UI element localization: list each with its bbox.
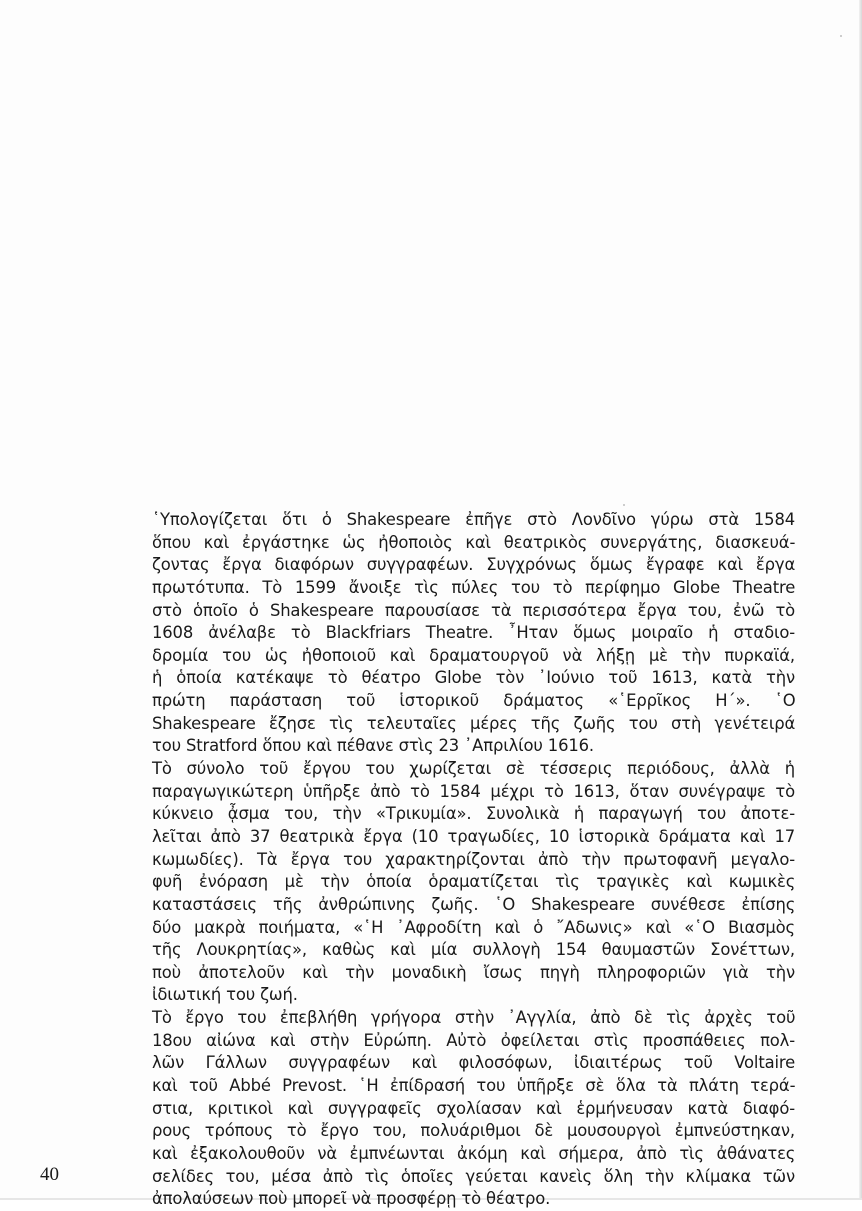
paragraph-1 bbox=[152, 509, 795, 758]
text-line: ἰδιωτική του ζωή. bbox=[152, 985, 298, 1005]
text-line: δρομία του ὡς ἠθοποιοῦ καὶ δραματουργοῦ νὰ λήξῃ μὲ τὴν πυρκαϊά, bbox=[152, 645, 795, 665]
text-line: Τὸ σύνολο τοῦ ἔργου του χωρίζεται σὲ τέσσερις περιόδους, ἀλλὰ ἡ bbox=[152, 759, 795, 779]
text-line: ρους τρόπους τὸ ἔργο του, πολυάριθμοι δὲ μουσουργοὶ ἐμπνεύστηκαν, bbox=[152, 1121, 795, 1141]
text-line: Shakespeare ἔζησε τὶς τελευταῖες μέρες τῆς ζωῆς του στὴ γενέτειρά bbox=[152, 713, 796, 733]
text-line: τῆς Λουκρητίας», καθὼς καὶ μία συλλογὴ 154 θαυμαστῶν Σονέττων, bbox=[152, 940, 795, 960]
paragraph-2 bbox=[152, 758, 795, 1007]
page-number: 40 bbox=[40, 1164, 59, 1185]
text-line: ἡ ὁποία κατέκαψε τὸ θέατρο Globe τὸν ᾽Ιούνιο τοῦ 1613, κατὰ τὴν bbox=[152, 668, 795, 688]
text-line: σελίδες του, μέσα ἀπὸ τὶς ὁποῖες γεύεται κανεὶς ὅλη τὴν κλίμακα τῶν bbox=[152, 1166, 795, 1186]
text-line: παραγωγικώτερη ὑπῆρξε ἀπὸ τὸ 1584 μέχρι τὸ 1613, ὅταν συνέγραψε τὸ bbox=[152, 781, 795, 801]
text-line: ἀπολαύσεων ποὺ μπορεῖ νὰ προσφέρῃ τὸ θέατρο. bbox=[152, 1189, 551, 1209]
text-line: ὅπου καὶ ἐργάστηκε ὡς ἠθοποιὸς καὶ θεατρικὸς συνεργάτης, διασκευά- bbox=[152, 532, 796, 552]
text-line: πρωτότυπα. Τὸ 1599 ἄνοιξε τὶς πύλες του τὸ περίφημο Globe Theatre bbox=[152, 577, 796, 597]
text-line: λεῖται ἀπὸ 37 θεατρικὰ ἔργα (10 τραγωδίες, 10 ἱστορικὰ δράματα καὶ 17 bbox=[152, 826, 795, 846]
paragraph-3 bbox=[152, 1007, 795, 1211]
text-line: καὶ τοῦ Abbé Prevost. ῾Η ἐπίδρασή του ὑπῆρξε σὲ ὅλα τὰ πλάτη τερά- bbox=[152, 1076, 796, 1096]
body-text bbox=[152, 509, 795, 1211]
text-line: 1608 ἀνέλαβε τὸ Blackfriars Theatre. ῏Ηταν ὅμως μοιραῖο ἡ σταδιο- bbox=[152, 623, 795, 643]
text-line: στὸ ὁποῖο ὁ Shakespeare παρουσίασε τὰ περισσότερα ἔργα του, ἐνῶ τὸ bbox=[152, 600, 796, 620]
text-line: φυῆ ἐνόραση μὲ τὴν ὁποία ὁραματίζεται τὶς τραγικὲς καὶ κωμικὲς bbox=[152, 872, 796, 892]
text-line: δύο μακρὰ ποιήματα, «῾Η ᾽Αφροδίτη καὶ ὁ ῎Αδωνις» καὶ «῾Ο Βιασμὸς bbox=[152, 917, 795, 937]
text-line: πρώτη παράσταση τοῦ ἱστορικοῦ δράματος «῾Ερρῖκος Η΄». ῾Ο bbox=[152, 691, 796, 711]
text-line: του Stratford ὅπου καὶ πέθανε στὶς 23 ᾽Απριλίου 1616. bbox=[152, 736, 594, 756]
text-line: στια, κριτικοὶ καὶ συγγραφεῖς σχολίασαν καὶ ἑρμήνευσαν κατὰ διαφό- bbox=[152, 1098, 795, 1118]
text-line: καταστάσεις τῆς ἀνθρώπινης ζωῆς. ῾Ο Shakespeare συνέθεσε ἐπίσης bbox=[152, 894, 796, 914]
text-line: κωμωδίες). Τὰ ἔργα του χαρακτηρίζονται ἀπὸ τὴν πρωτοφανῆ μεγαλο- bbox=[152, 849, 795, 869]
text-line: 18ου αἰώνα καὶ στὴν Εὐρώπη. Αὐτὸ ὀφείλεται στὶς προσπάθειες πολ- bbox=[152, 1030, 795, 1050]
text-line: ῾Υπολογίζεται ὅτι ὁ Shakespeare ἐπῆγε στὸ Λονδῖνο γύρω στὰ 1584 bbox=[152, 510, 795, 529]
text-line: κύκνειο ᾆσμα του, τὴν «Τρικυμία». Συνολικὰ ἡ παραγωγή του ἀποτε- bbox=[152, 804, 795, 824]
text-line: καὶ ἐξακολουθοῦν νὰ ἐμπνέωνται ἀκόμη καὶ σήμερα, ἀπὸ τὶς ἀθάνατες bbox=[152, 1143, 796, 1163]
text-line: λῶν Γάλλων συγγραφέων καὶ φιλοσόφων, ἰδιαιτέρως τοῦ Voltaire bbox=[152, 1053, 796, 1073]
scan-speck bbox=[623, 504, 625, 506]
text-line: ζοντας ἔργα διαφόρων συγγραφέων. Συγχρόνως ὅμως ἔγραφε καὶ ἔργα bbox=[152, 555, 796, 575]
text-line: Τὸ ἔργο του ἐπεβλήθη γρήγορα στὴν ᾽Αγγλία, ἀπὸ δὲ τὶς ἀρχὲς τοῦ bbox=[152, 1008, 796, 1028]
scan-speck bbox=[840, 35, 842, 37]
text-line: ποὺ ἀποτελοῦν καὶ τὴν μοναδικὴ ἴσως πηγὴ πληροφοριῶν γιὰ τὴν bbox=[152, 962, 795, 982]
